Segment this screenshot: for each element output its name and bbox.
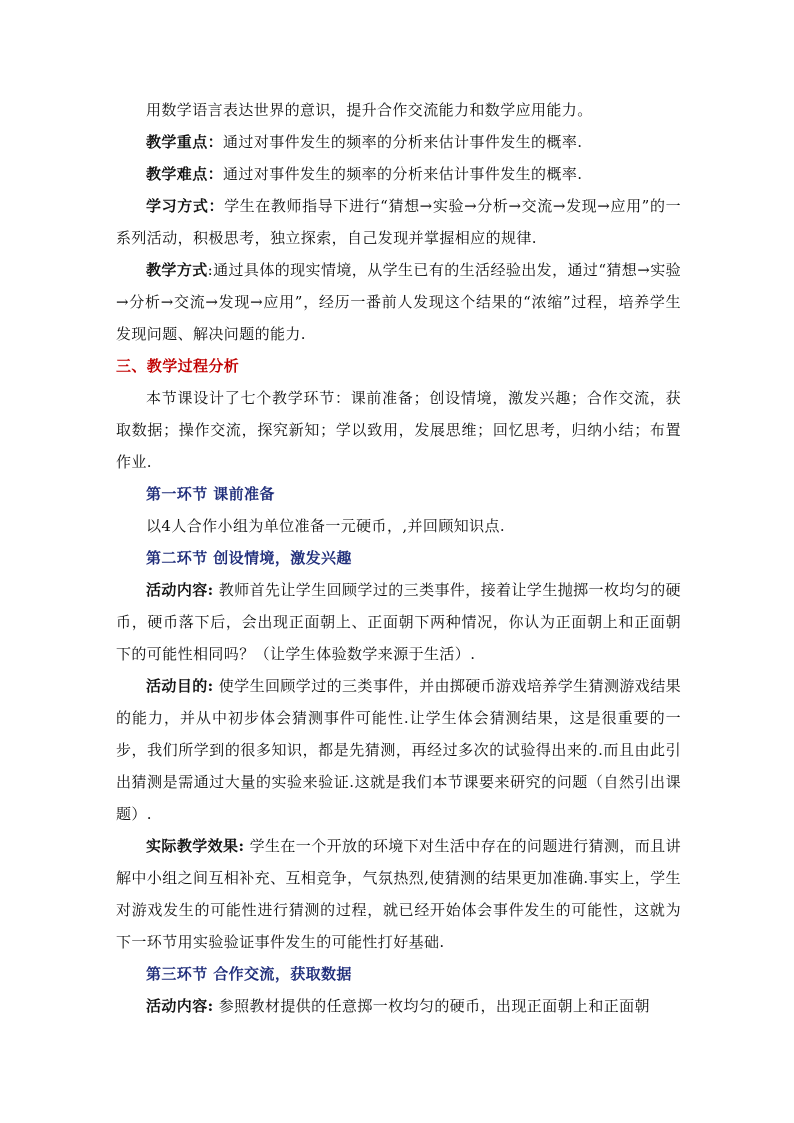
teaching-effect-label: 实际教学效果:	[146, 837, 245, 855]
paragraph-activity-purpose	[116, 670, 681, 830]
activity-purpose-text: 使学生回顾学过的三类事件，并由掷硬币游戏培养学生猜测游戏结果的能力，并从中初步体会猜测事件可能性.让学生体会猜测结果，这是很重要的一步，我们所学到的很多知识，都是先猜测，再经过多次的试验得出来的.而且由此引出猜测是需通过大量的实验来验证.这就是我们本节课要来研究的问题（自然引出课题）.	[116, 677, 681, 823]
paragraph-intro: 用数学语言表达世界的意识，提升合作交流能力和数学应用能力。	[146, 101, 593, 119]
paragraph-stage-1: 以4人合作小组为单位准备一元硬币，,并回顾知识点.	[146, 517, 506, 535]
difficulty-label: 教学难点：	[146, 165, 224, 183]
paragraph-overview: 本节课设计了七个教学环节：课前准备；创设情境，激发兴趣；合作交流，获取数据；操作交流，探究新知；学以致用，发展思维；回忆思考，归纳小结；布置作业.	[116, 389, 681, 471]
teaching-method-label: 教学方式	[146, 261, 208, 279]
key-point-label: 教学重点：	[146, 133, 224, 151]
section-heading-3: 三、教学过程分析	[116, 357, 240, 375]
paragraph-difficulty	[116, 158, 681, 190]
activity-purpose-label: 活动目的:	[146, 677, 214, 695]
document-body	[116, 94, 681, 1022]
learning-method-label: 学习方式：	[146, 197, 225, 215]
paragraph-teaching-effect	[116, 830, 681, 958]
paragraph-teaching-method	[116, 254, 681, 350]
stage-heading-2: 第二环节 创设情境，激发兴趣	[146, 549, 352, 567]
paragraph-activity-content	[116, 574, 681, 670]
stage-3-activity-label: 活动内容:	[146, 997, 214, 1015]
difficulty-text: 通过对事件发生的频率的分析来估计事件发生的概率.	[223, 165, 583, 183]
teaching-method-text: :通过具体的现实情境，从学生已有的生活经验出发，通过“猜想→实验→分析→交流→发现→应用”，经历一番前人发现这个结果的“浓缩”过程，培养学生发现问题、解决问题的能力.	[116, 261, 681, 343]
stage-3-activity-text: 参照教材提供的任意掷一枚均匀的硬币，出现正面朝上和正面朝	[213, 997, 650, 1015]
stage-heading-1: 第一环节 课前准备	[146, 485, 275, 503]
learning-method-text: 学生在教师指导下进行“猜想→实验→分析→交流→发现→应用”的一系列活动，积极思考，独立探索，自己发现并掌握相应的规律.	[116, 197, 681, 247]
paragraph-learning-method	[116, 190, 681, 254]
activity-content-text: 教师首先让学生回顾学过的三类事件，接着让学生抛掷一枚均匀的硬币，硬币落下后，会出现正面朝上、正面朝下两种情况，你认为正面朝上和正面朝下的可能性相同吗？（让学生体验数学来源于生活）.	[116, 581, 681, 663]
teaching-effect-text: 学生在一个开放的环境下对生活中存在的问题进行猜测，而且讲解中小组之间互相补充、互相竞争，气氛热烈,使猜测的结果更加准确.事实上，学生对游戏发生的可能性进行猜测的过程，就已经开始体会事件发生的可能性，这就为下一环节用实验验证事件发生的可能性打好基础.	[116, 837, 681, 951]
key-point-text: 通过对事件发生的频率的分析来估计事件发生的概率.	[223, 133, 583, 151]
activity-content-label: 活动内容:	[146, 581, 214, 599]
paragraph-key-point	[116, 126, 681, 158]
stage-heading-3: 第三环节 合作交流，获取数据	[146, 965, 352, 983]
paragraph-stage-3-activity	[116, 990, 681, 1022]
